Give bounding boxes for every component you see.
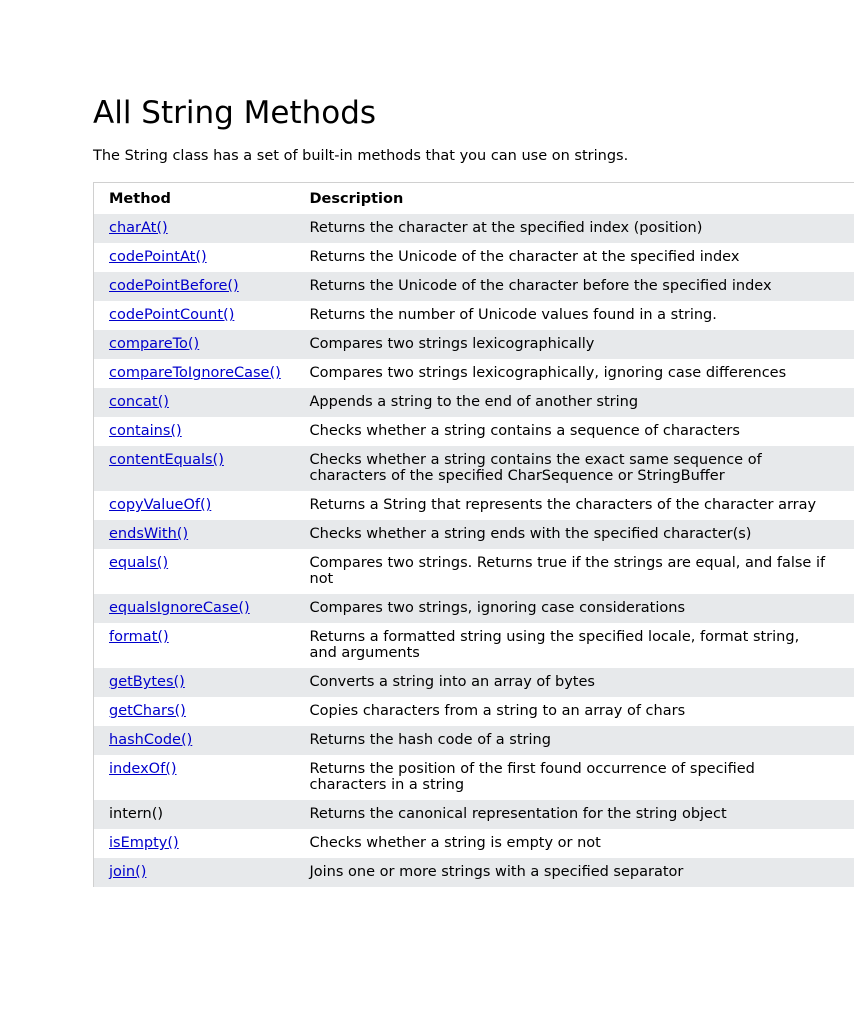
- method-description: Checks whether a string is empty or not: [309, 835, 601, 851]
- intro-text: The String class has a set of built-in methods that you can use on strings.: [93, 148, 629, 164]
- method-cell: [94, 623, 295, 668]
- table-row: [94, 549, 854, 594]
- description-cell: [295, 623, 854, 668]
- string-methods-table: [93, 182, 854, 887]
- description-cell: [295, 697, 854, 726]
- method-description: Returns the character at the specified index (position): [309, 220, 703, 236]
- description-cell: [295, 726, 854, 755]
- method-link[interactable]: equalsIgnoreCase(): [109, 600, 250, 616]
- method-link[interactable]: contains(): [109, 423, 182, 439]
- table-row: [94, 417, 854, 446]
- table-row: [94, 829, 854, 858]
- method-description: Converts a string into an array of bytes: [309, 674, 595, 690]
- method-link[interactable]: endsWith(): [109, 526, 189, 542]
- method-description: Returns the canonical representation for the string object: [309, 806, 727, 822]
- method-description: Returns the position of the first found occurrence of specified characters in a string: [309, 761, 755, 793]
- method-description: Appends a string to the end of another string: [309, 394, 639, 410]
- method-link[interactable]: getChars(): [109, 703, 186, 719]
- method-link[interactable]: charAt(): [109, 220, 168, 236]
- description-cell: [295, 829, 854, 858]
- description-cell: [295, 417, 854, 446]
- method-description: Returns a String that represents the characters of the character array: [309, 497, 817, 513]
- table-row: [94, 359, 854, 388]
- method-description: Returns the number of Unicode values found in a string.: [309, 307, 717, 323]
- method-cell: [94, 594, 295, 623]
- method-cell: [94, 301, 295, 330]
- description-cell: [295, 520, 854, 549]
- method-description: Checks whether a string ends with the specified character(s): [309, 526, 752, 542]
- description-cell: [295, 549, 854, 594]
- method-description: Returns the Unicode of the character before the specified index: [309, 278, 772, 294]
- description-cell: [295, 446, 854, 491]
- table-row: [94, 446, 854, 491]
- method-cell: [94, 330, 295, 359]
- method-description: Compares two strings lexicographically: [309, 336, 595, 352]
- method-description: Compares two strings, ignoring case considerations: [309, 600, 686, 616]
- method-cell: [94, 755, 295, 800]
- method-description: Copies characters from a string to an array of chars: [309, 703, 686, 719]
- method-link[interactable]: contentEquals(): [109, 452, 224, 468]
- column-header-description: Description: [309, 190, 404, 207]
- method-link[interactable]: compareToIgnoreCase(): [109, 365, 281, 381]
- table-row: [94, 301, 854, 330]
- method-cell: [94, 272, 295, 301]
- method-description: Compares two strings. Returns true if the strings are equal, and false if not: [309, 555, 826, 587]
- method-cell: [94, 446, 295, 491]
- method-description: Compares two strings lexicographically, ignoring case differences: [309, 365, 787, 381]
- table-row: [94, 214, 854, 243]
- description-cell: [295, 491, 854, 520]
- method-cell: [94, 800, 295, 829]
- method-cell: [94, 697, 295, 726]
- method-link[interactable]: isEmpty(): [109, 835, 179, 851]
- method-description: Checks whether a string contains a sequence of characters: [309, 423, 740, 439]
- table-row: [94, 330, 854, 359]
- description-cell: [295, 668, 854, 697]
- method-link[interactable]: codePointCount(): [109, 307, 235, 323]
- table-row: [94, 858, 854, 887]
- table-row: [94, 755, 854, 800]
- method-cell: [94, 243, 295, 272]
- method-cell: [94, 549, 295, 594]
- method-link[interactable]: getBytes(): [109, 674, 185, 690]
- description-cell: [295, 800, 854, 829]
- table-row: [94, 388, 854, 417]
- description-cell: [295, 330, 854, 359]
- method-link[interactable]: join(): [109, 864, 147, 880]
- method-cell: [94, 668, 295, 697]
- method-link[interactable]: compareTo(): [109, 336, 200, 352]
- description-cell: [295, 594, 854, 623]
- column-header-method: Method: [109, 190, 171, 207]
- method-cell: [94, 388, 295, 417]
- method-cell: [94, 858, 295, 887]
- description-cell: [295, 301, 854, 330]
- description-cell: [295, 272, 854, 301]
- table-row: [94, 520, 854, 549]
- method-name: intern(): [109, 806, 164, 822]
- method-description: Checks whether a string contains the exact same sequence of characters of the specified CharSequence or StringBuffer: [309, 452, 762, 484]
- method-description: Joins one or more strings with a specified separator: [309, 864, 684, 880]
- description-cell: [295, 388, 854, 417]
- method-link[interactable]: indexOf(): [109, 761, 177, 777]
- description-cell: [295, 243, 854, 272]
- table-row: [94, 697, 854, 726]
- method-link[interactable]: equals(): [109, 555, 169, 571]
- method-link[interactable]: hashCode(): [109, 732, 193, 748]
- method-link[interactable]: concat(): [109, 394, 169, 410]
- table-row: [94, 594, 854, 623]
- method-cell: [94, 359, 295, 388]
- method-cell: [94, 520, 295, 549]
- method-cell: [94, 417, 295, 446]
- method-cell: [94, 829, 295, 858]
- method-description: Returns the hash code of a string: [309, 732, 551, 748]
- description-cell: [295, 755, 854, 800]
- method-cell: [94, 491, 295, 520]
- description-cell: [295, 214, 854, 243]
- table-row: [94, 623, 854, 668]
- method-link[interactable]: codePointBefore(): [109, 278, 239, 294]
- table-row: [94, 668, 854, 697]
- method-cell: [94, 214, 295, 243]
- page-title: All String Methods: [93, 95, 377, 131]
- method-link[interactable]: copyValueOf(): [109, 497, 212, 513]
- description-cell: [295, 858, 854, 887]
- table-row: [94, 272, 854, 301]
- table-row: [94, 800, 854, 829]
- table-row: [94, 726, 854, 755]
- method-link[interactable]: format(): [109, 629, 169, 645]
- description-cell: [295, 359, 854, 388]
- table-row: [94, 491, 854, 520]
- table-row: [94, 243, 854, 272]
- method-description: Returns a formatted string using the specified locale, format string, and arguments: [309, 629, 800, 661]
- method-link[interactable]: codePointAt(): [109, 249, 207, 265]
- method-cell: [94, 726, 295, 755]
- table-header-row: [94, 183, 854, 215]
- method-description: Returns the Unicode of the character at the specified index: [309, 249, 740, 265]
